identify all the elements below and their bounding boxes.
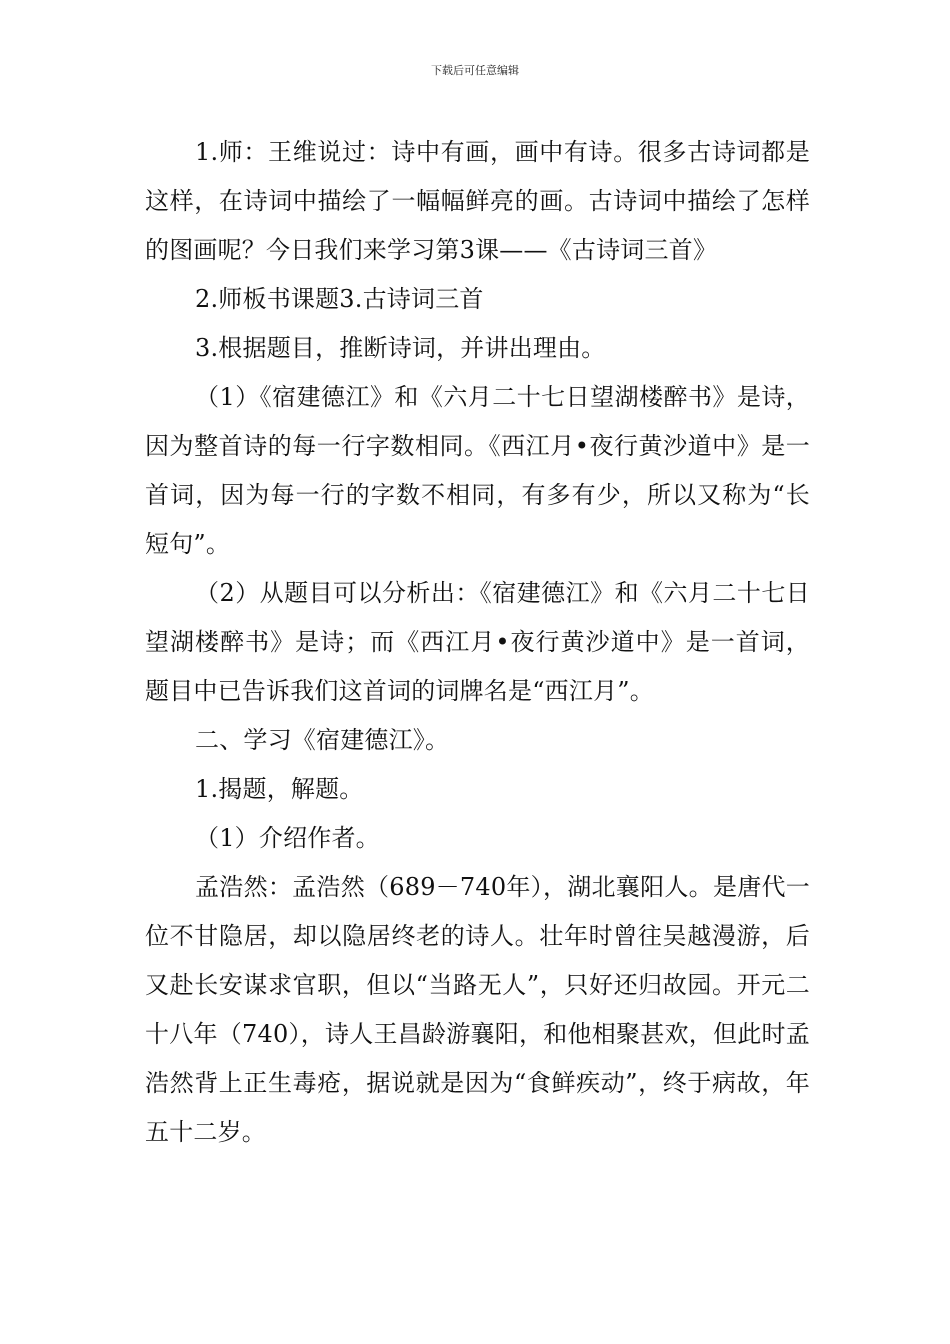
paragraph-intro: 1.师：王维说过：诗中有画，画中有诗。很多古诗词都是这样，在诗词中描绘了一幅幅鲜亮的画。古诗词中描绘了怎样的图画呢？今日我们来学习第3课——《古诗词三首》	[145, 138, 810, 264]
paragraph-reason-1: （1）《宿建德江》和《六月二十七日望湖楼醉书》是诗，因为整首诗的每一行字数相同。《西江月•夜行黄沙道中》是一首词，因为每一行的字数不相同，有多有少，所以又称为“长短句”。	[145, 383, 810, 558]
paragraph-step-1: 1.揭题，解题。	[195, 775, 364, 803]
paragraph-reason-2: （2）从题目可以分析出：《宿建德江》和《六月二十七日望湖楼醉书》是诗；而《西江月•夜行黄沙道中》是一首词，题目中已告诉我们这首词的词牌名是“西江月”。	[145, 579, 810, 705]
paragraph-board-title: 2.师板书课题3.古诗词三首	[195, 285, 484, 313]
section-heading: 二、学习《宿建德江》。	[195, 726, 450, 754]
paragraph-infer: 3.根据题目，推断诗词，并讲出理由。	[195, 334, 606, 362]
document-body	[145, 128, 810, 1157]
paragraph-author-intro: （1）介绍作者。	[195, 824, 380, 852]
page-header: 下载后可任意编辑	[431, 64, 519, 77]
paragraph-author-bio: 孟浩然：孟浩然（689－740年），湖北襄阳人。是唐代一位不甘隐居，却以隐居终老的诗人。壮年时曾往吴越漫游，后又赴长安谋求官职，但以“当路无人”，只好还归故园。开元二十八年（740），诗人王昌龄游襄阳，和他相聚甚欢，但此时孟浩然背上正生毒疮，据说就是因为“食鲜疾动”，终于病故，年五十二岁。	[145, 873, 810, 1146]
